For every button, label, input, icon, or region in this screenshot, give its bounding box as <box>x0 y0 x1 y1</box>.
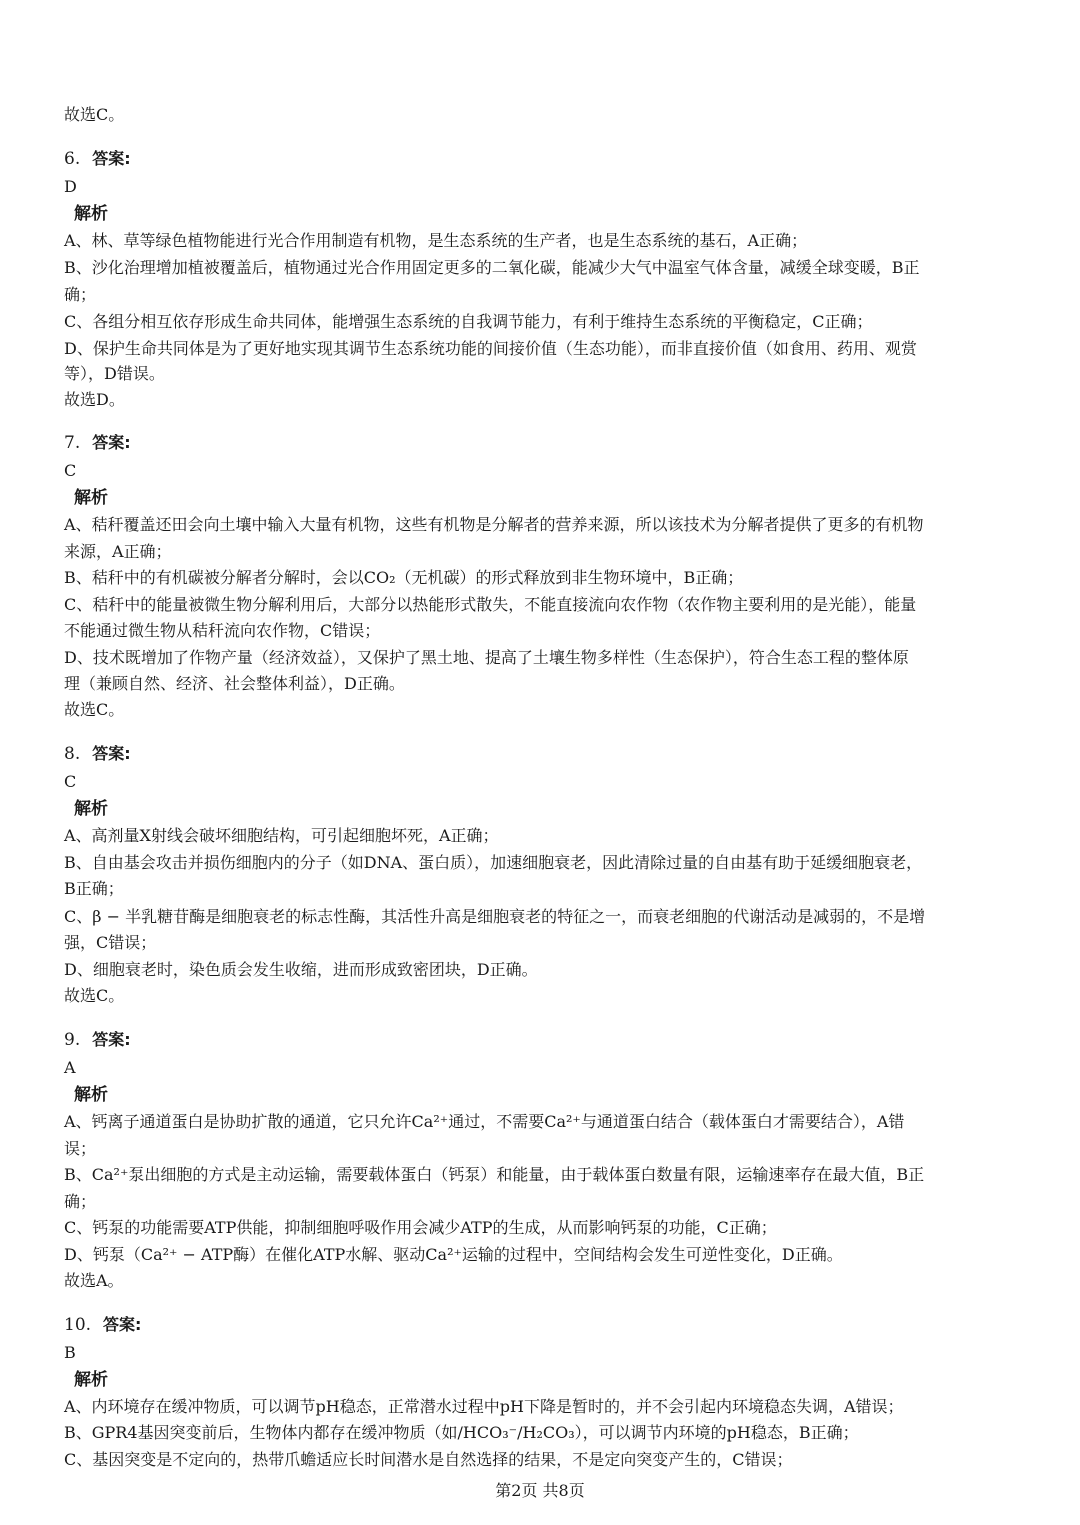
question-header-6 <box>64 148 1040 170</box>
answer-label: 答案: <box>92 1030 131 1049</box>
text-line: A、内环境存在缓冲物质，可以调节pH稳态，正常潜水过程中pH下降是暂时的，并不会引起内环境稳态失调，A错误； <box>64 1397 904 1416</box>
text-line: D、钙泵（Ca²⁺ − ATP酶）在催化ATP水解、驱动Ca²⁺运输的过程中，空间结构会发生可逆性变化，D正确。 <box>64 1245 843 1264</box>
text-line: B、沙化治理增加植被覆盖后，植物通过光合作用固定更多的二氧化碳，能减少大气中温室气体含量，减缓全球变暖，B正 <box>64 258 920 277</box>
text-line: B、GPR4基因突变前后，生物体内都存在缓冲物质（如/HCO₃⁻/H₂CO₃），可以调节内环境的pH稳态，B正确； <box>64 1423 859 1442</box>
text-line: C、各组分相互依存形成生命共同体，能增强生态系统的自我调节能力，有利于维持生态系统的平衡稳定，C正确； <box>64 312 873 331</box>
answer-label: 答案: <box>92 433 131 452</box>
text-line: 强，C错误； <box>64 933 157 952</box>
question-number: 8. <box>64 744 81 764</box>
text-line: B、Ca²⁺泵出细胞的方式是主动运输，需要载体蛋白（钙泵）和能量，由于载体蛋白数量有限，运输速率存在最大值，B正 <box>64 1165 925 1184</box>
text-line: A、高剂量X射线会破坏细胞结构，可引起细胞坏死，A正确； <box>64 826 499 845</box>
question-header-9 <box>64 1029 1040 1051</box>
answer-value: A <box>64 1058 76 1077</box>
question-header-10 <box>64 1314 1040 1336</box>
text-line: A、林、草等绿色植物能进行光合作用制造有机物，是生态系统的生产者，也是生态系统的基石，A正确； <box>64 231 808 250</box>
text-line: C、钙泵的功能需要ATP供能，抑制细胞呼吸作用会减少ATP的生成，从而影响钙泵的功能，C正确； <box>64 1218 777 1237</box>
text-line: 不能通过微生物从秸秆流向农作物，C错误； <box>64 621 381 640</box>
text-line: 故选C。 <box>64 986 125 1005</box>
text-line: C、基因突变是不定向的，热带爪蟾适应长时间潜水是自然选择的结果，不是定向突变产生的，C错误； <box>64 1450 793 1469</box>
question-header-8 <box>64 743 1040 765</box>
text-line: 故选C。 <box>64 700 125 719</box>
question-number: 7. <box>64 433 81 453</box>
question-number: 10. <box>64 1315 92 1335</box>
question-number: 6. <box>64 149 81 169</box>
text-line: A、钙离子通道蛋白是协助扩散的通道，它只允许Ca²⁺通过，不需要Ca²⁺与通道蛋白结合（载体蛋白才需要结合），A错 <box>64 1112 905 1131</box>
text-line: B、秸秆中的有机碳被分解者分解时，会以CO₂（无机碳）的形式释放到非生物环境中，B正确； <box>64 568 744 587</box>
text-line: D、细胞衰老时，染色质会发生收缩，进而形成致密团块，D正确。 <box>64 960 538 979</box>
text-line: 故选A。 <box>64 1271 124 1290</box>
answer-label: 答案: <box>103 1315 142 1334</box>
page-footer: 第2页 共8页 <box>495 1481 585 1500</box>
analysis-label: 解析 <box>74 1370 108 1390</box>
answer-value: C <box>64 772 77 791</box>
answer-value: C <box>64 461 77 480</box>
answer-value: B <box>64 1343 76 1362</box>
text-line: 理（兼顾自然、经济、社会整体利益），D正确。 <box>64 674 405 693</box>
text-line: 确； <box>64 1192 97 1211</box>
text-line: B、自由基会攻击并损伤细胞内的分子（如DNA、蛋白质），加速细胞衰老，因此清除过量的自由基有助于延缓细胞衰老， <box>64 853 923 872</box>
text-line: 故选D。 <box>64 390 125 409</box>
answer-label: 答案: <box>92 744 131 763</box>
text-line: 误； <box>64 1139 97 1158</box>
question-header-7 <box>64 432 1040 454</box>
text-line: 确； <box>64 285 97 304</box>
text-line: B正确； <box>64 879 124 898</box>
answer-label: 答案: <box>92 149 131 168</box>
text-line: 等），D错误。 <box>64 364 165 383</box>
analysis-label: 解析 <box>74 488 108 508</box>
analysis-label: 解析 <box>74 204 108 224</box>
analysis-label: 解析 <box>74 1085 108 1105</box>
text-line: D、技术既增加了作物产量（经济效益），又保护了黑土地、提高了土壤生物多样性（生态保护），符合生态工程的整体原 <box>64 648 909 667</box>
analysis-label: 解析 <box>74 799 108 819</box>
text-line: 来源，A正确； <box>64 542 172 561</box>
text-line: C、秸秆中的能量被微生物分解利用后，大部分以热能形式散失，不能直接流向农作物（农作物主要利用的是光能），能量 <box>64 595 917 614</box>
text-line: 故选C。 <box>64 105 125 124</box>
text-line: C、β − 半乳糖苷酶是细胞衰老的标志性酶，其活性升高是细胞衰老的特征之一，而衰老细胞的代谢活动是减弱的，不是增 <box>64 907 926 926</box>
text-line: A、秸秆覆盖还田会向土壤中输入大量有机物，这些有机物是分解者的营养来源，所以该技术为分解者提供了更多的有机物 <box>64 515 924 534</box>
answer-value: D <box>64 177 77 196</box>
question-number: 9. <box>64 1030 81 1050</box>
text-line: D、保护生命共同体是为了更好地实现其调节生态系统功能的间接价值（生态功能），而非直接价值（如食用、药用、观赏 <box>64 339 917 358</box>
